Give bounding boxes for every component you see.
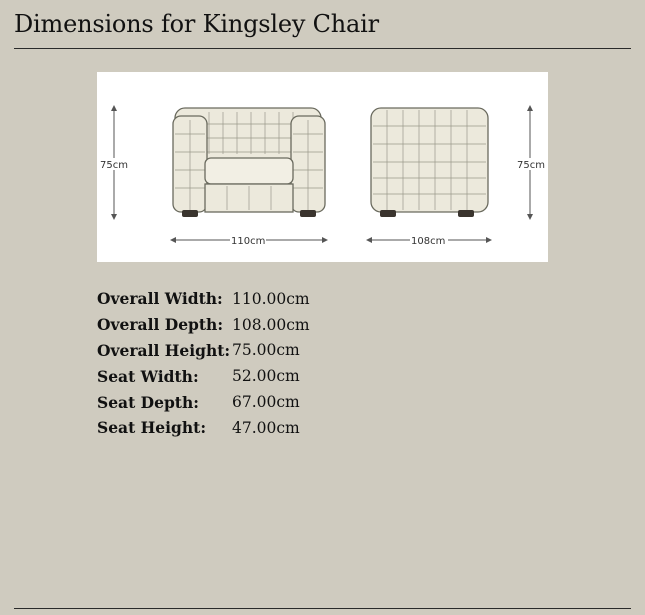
spec-value: 75.00cm bbox=[232, 341, 300, 360]
table-row bbox=[97, 338, 310, 364]
page-title: Dimensions for Kingsley Chair bbox=[14, 10, 379, 38]
side-depth-label: 108cm bbox=[411, 236, 446, 247]
table-row bbox=[97, 363, 310, 389]
table-row bbox=[97, 415, 310, 441]
title-divider bbox=[14, 48, 631, 49]
spec-label: Overall Height: bbox=[97, 340, 231, 360]
footer-divider bbox=[14, 608, 631, 609]
chair-side-view bbox=[371, 108, 488, 217]
front-height-label: 75cm bbox=[100, 160, 128, 171]
spec-value: 110.00cm bbox=[232, 289, 310, 308]
spec-value: 108.00cm bbox=[232, 315, 310, 334]
chair-front-view bbox=[173, 108, 325, 217]
spec-value: 47.00cm bbox=[232, 418, 300, 437]
dimension-diagram bbox=[97, 72, 548, 262]
table-row bbox=[97, 286, 310, 312]
spec-label: Seat Depth: bbox=[97, 392, 199, 412]
spec-label: Overall Width: bbox=[97, 289, 223, 309]
spec-label: Seat Width: bbox=[97, 366, 199, 386]
spec-label: Seat Height: bbox=[97, 418, 207, 438]
front-width-label: 110cm bbox=[231, 236, 266, 247]
spec-value: 52.00cm bbox=[232, 367, 300, 386]
side-height-label: 75cm bbox=[517, 160, 545, 171]
table-row bbox=[97, 312, 310, 338]
spec-value: 67.00cm bbox=[232, 393, 300, 412]
spec-label: Overall Depth: bbox=[97, 315, 224, 335]
table-row bbox=[97, 389, 310, 415]
dimensions-table bbox=[97, 286, 310, 441]
